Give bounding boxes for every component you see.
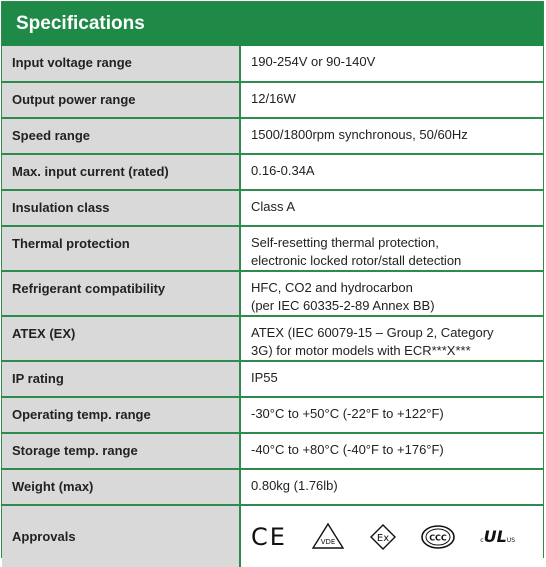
ex-mark-text: Ex <box>376 532 389 544</box>
specifications-table <box>2 46 543 567</box>
spec-value <box>240 433 543 469</box>
ccc-mark-icon <box>420 524 456 550</box>
ccc-mark-text: CCC <box>429 533 447 542</box>
spec-value-line: 3G) for motor models with ECR***X*** <box>251 343 471 358</box>
ex-mark-icon <box>370 524 396 550</box>
spec-value <box>240 82 543 118</box>
spec-value-line: Class A <box>251 199 296 214</box>
table-row <box>2 154 543 190</box>
spec-value-line: IP55 <box>251 370 278 385</box>
spec-label: Operating temp. range <box>2 397 240 433</box>
spec-value <box>240 46 543 82</box>
ul-recognized-mark-icon <box>480 526 515 546</box>
table-row <box>2 469 543 505</box>
spec-value <box>240 361 543 397</box>
ul-text: UL <box>483 526 507 546</box>
spec-label: ATEX (EX) <box>2 316 240 361</box>
spec-value <box>240 316 543 361</box>
table-row <box>2 433 543 469</box>
table-row <box>2 271 543 316</box>
spec-value-line: 0.80kg (1.76lb) <box>251 478 338 493</box>
spec-value <box>240 226 543 271</box>
spec-label: Output power range <box>2 82 240 118</box>
table-row <box>2 46 543 82</box>
spec-value <box>240 154 543 190</box>
spec-label: Thermal protection <box>2 226 240 271</box>
specifications-title: Specifications <box>2 2 543 46</box>
spec-label: Insulation class <box>2 190 240 226</box>
spec-label: Input voltage range <box>2 46 240 82</box>
spec-value-line: -40°C to +80°C (-40°F to +176°F) <box>251 442 444 457</box>
spec-value-line: Self-resetting thermal protection, <box>251 235 439 250</box>
spec-value-line: 190-254V or 90-140V <box>251 54 376 69</box>
spec-value <box>240 271 543 316</box>
spec-value-line: ATEX (IEC 60079-15 – Group 2, Category <box>251 325 494 340</box>
spec-label: Refrigerant compatibility <box>2 271 240 316</box>
vde-mark-icon <box>311 522 345 552</box>
spec-value <box>240 397 543 433</box>
spec-value <box>240 118 543 154</box>
spec-label: Storage temp. range <box>2 433 240 469</box>
spec-value-line: electronic locked rotor/stall detection <box>251 253 462 268</box>
spec-value-line: HFC, CO2 and hydrocarbon <box>251 280 413 295</box>
spec-value-line: -30°C to +50°C (-22°F to +122°F) <box>251 406 444 421</box>
spec-value-line: 0.16-0.34A <box>251 163 315 178</box>
vde-mark-text: VDE <box>320 537 336 546</box>
spec-value-line: 12/16W <box>251 91 296 106</box>
specifications-panel <box>1 1 544 558</box>
table-row <box>2 505 543 567</box>
table-row <box>2 397 543 433</box>
ul-us-text: US <box>506 536 515 544</box>
spec-label: Speed range <box>2 118 240 154</box>
table-row <box>2 82 543 118</box>
table-row <box>2 316 543 361</box>
spec-label: Max. input current (rated) <box>2 154 240 190</box>
table-row <box>2 118 543 154</box>
ul-c-text: c <box>480 536 484 544</box>
spec-label: IP rating <box>2 361 240 397</box>
spec-label: Weight (max) <box>2 469 240 505</box>
ce-mark-icon: CE <box>251 522 287 551</box>
approvals-icons <box>240 505 543 567</box>
table-row <box>2 226 543 271</box>
spec-value-line: 1500/1800rpm synchronous, 50/60Hz <box>251 127 468 142</box>
spec-value-line: (per IEC 60335-2-89 Annex BB) <box>251 298 435 313</box>
approvals-label: Approvals <box>2 505 240 567</box>
table-row <box>2 361 543 397</box>
table-row <box>2 190 543 226</box>
spec-value <box>240 469 543 505</box>
spec-value <box>240 190 543 226</box>
